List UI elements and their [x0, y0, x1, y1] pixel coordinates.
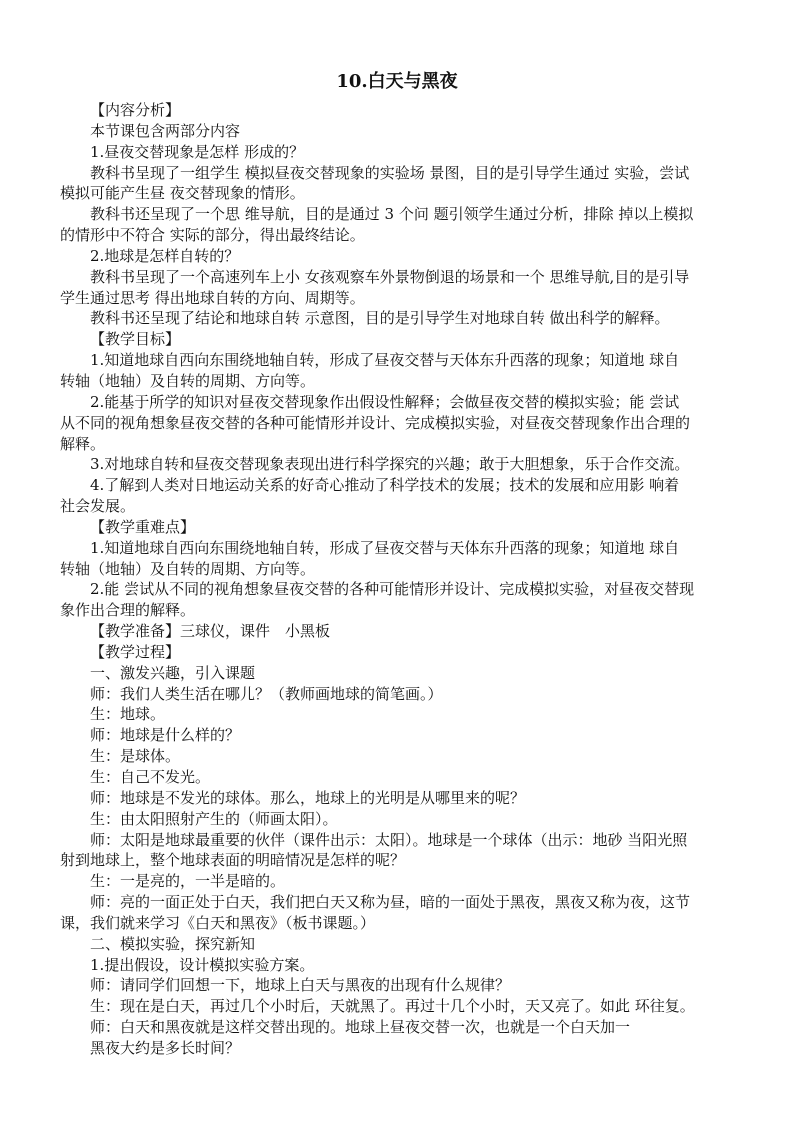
text-line: 师：太阳是地球最重要的伙伴（课件出示：太阳）。地球是一个球体（出示：地砂 当阳光照 — [90, 830, 688, 849]
text-line: 解释。 — [60, 434, 106, 453]
text-line: 生：现在是白天，再过几个小时后，天就黑了。再过十几个小时，天又亮了。如此 环往复。 — [90, 997, 695, 1016]
text-line: 2.地球是怎样自转的？ — [90, 246, 240, 265]
text-line: 一、激发兴趣，引入课题 — [90, 663, 256, 682]
document-title: 10.白天与黑夜 — [336, 71, 458, 92]
text-line: 【内容分析】 — [90, 101, 181, 119]
text-line: 生：是球体。 — [90, 747, 181, 766]
text-line: 2.能 尝试从不同的视角想象昼夜交替的各种可能情形并设计、完成模拟实验，对昼夜交替现 — [90, 580, 695, 599]
text-line: 学生通过思考 得出地球自转的方向、周期等。 — [60, 288, 365, 307]
text-line: 射到地球上，整个地球表面的明暗情况是怎样的呢？ — [60, 851, 406, 870]
document-body — [60, 100, 734, 1059]
text-line: 1.提出假设，设计模拟实验方案。 — [90, 955, 315, 974]
text-line: 1.昼夜交替现象是怎样 形成的？ — [90, 142, 305, 161]
text-line: 的情形中不符合 实际的部分，得出最终结论。 — [60, 226, 365, 245]
text-line: 师：白天和黑夜就是这样交替出现的。地球上昼夜交替一次，也就是一个白天加一 — [90, 1018, 631, 1037]
text-line: 黑夜大约是多长时间？ — [90, 1038, 241, 1057]
text-line: 【教学过程】 — [90, 642, 181, 661]
text-line: 本节课包含两部分内容 — [90, 121, 241, 140]
text-line: 2.能基于所学的知识对昼夜交替现象作出假设性解释；会做昼夜交替的模拟实验；能 尝试 — [90, 392, 680, 411]
text-line: 1.知道地球自西向东围绕地轴自转，形成了昼夜交替与天体东升西落的现象；知道地 球自 — [90, 538, 680, 557]
text-line: 教科书呈现了一个高速列车上小 女孩观察车外景物倒退的场景和一个 思维导航,目的是引导 — [90, 267, 690, 286]
text-line: 师：地球是什么样的？ — [90, 726, 241, 745]
text-line: 象作出合理的解释。 — [60, 601, 196, 620]
text-line: 【教学准备】三球仪，课件 小黑板 — [90, 622, 331, 641]
text-line: 师：请同学们回想一下，地球上白天与黑夜的出现有什么规律？ — [90, 976, 511, 995]
text-line: 社会发展。 — [60, 497, 136, 516]
text-line: 转轴（地轴）及自转的周期、方向等。 — [60, 371, 316, 390]
text-line: 生：地球。 — [90, 705, 166, 724]
text-line: 从不同的视角想象昼夜交替的各种可能情形并设计、完成模拟实验，对昼夜交替现象作出合理的 — [60, 413, 691, 432]
text-line: 教科书呈现了一组学生 模拟昼夜交替现象的实验场 景图，目的是引导学生通过 实验，尝试 — [90, 163, 690, 182]
text-line: 1.知道地球自西向东围绕地轴自转，形成了昼夜交替与天体东升西落的现象；知道地 球自 — [90, 351, 680, 370]
text-line: 教科书还呈现了一个思 维导航，目的是通过 3 个问 题引领学生通过分析，排除 掉以上模拟 — [90, 205, 694, 224]
text-line: 4.了解到人类对日地运动关系的好奇心推动了科学技术的发展；技术的发展和应用影 响着 — [90, 476, 680, 495]
text-line: 生：一是亮的，一半是暗的。 — [90, 872, 286, 891]
text-line: 课，我们就来学习《白天和黑夜》（板书课题。） — [60, 913, 376, 932]
text-line: 师：亮的一面正处于白天，我们把白天又称为昼，暗的一面处于黑夜，黑夜又称为夜，这节 — [90, 893, 691, 912]
text-line: 教科书还呈现了结论和地球自转 示意图，目的是引导学生对地球自转 做出科学的解释。 — [90, 309, 670, 328]
text-line: 【教学重难点】 — [90, 517, 196, 536]
text-line: 生：由太阳照射产生的（师画太阳）。 — [90, 809, 338, 828]
text-line: 师：地球是不发光的球体。那么，地球上的光明是从哪里来的呢？ — [90, 788, 526, 807]
text-line: 生：自己不发光。 — [90, 768, 211, 786]
text-line: 师：我们人类生活在哪儿？（教师画地球的简笔画。） — [90, 684, 443, 703]
text-line: 转轴（地轴）及自转的周期、方向等。 — [60, 559, 316, 578]
text-line: 3.对地球自转和昼夜交替现象表现出进行科学探究的兴趣；敢于大胆想象，乐于合作交流。 — [90, 455, 690, 474]
text-line: 模拟可能产生昼 夜交替现象的情形。 — [60, 184, 305, 203]
text-line: 【教学目标】 — [90, 330, 181, 349]
text-line: 二、模拟实验，探究新知 — [90, 934, 256, 953]
